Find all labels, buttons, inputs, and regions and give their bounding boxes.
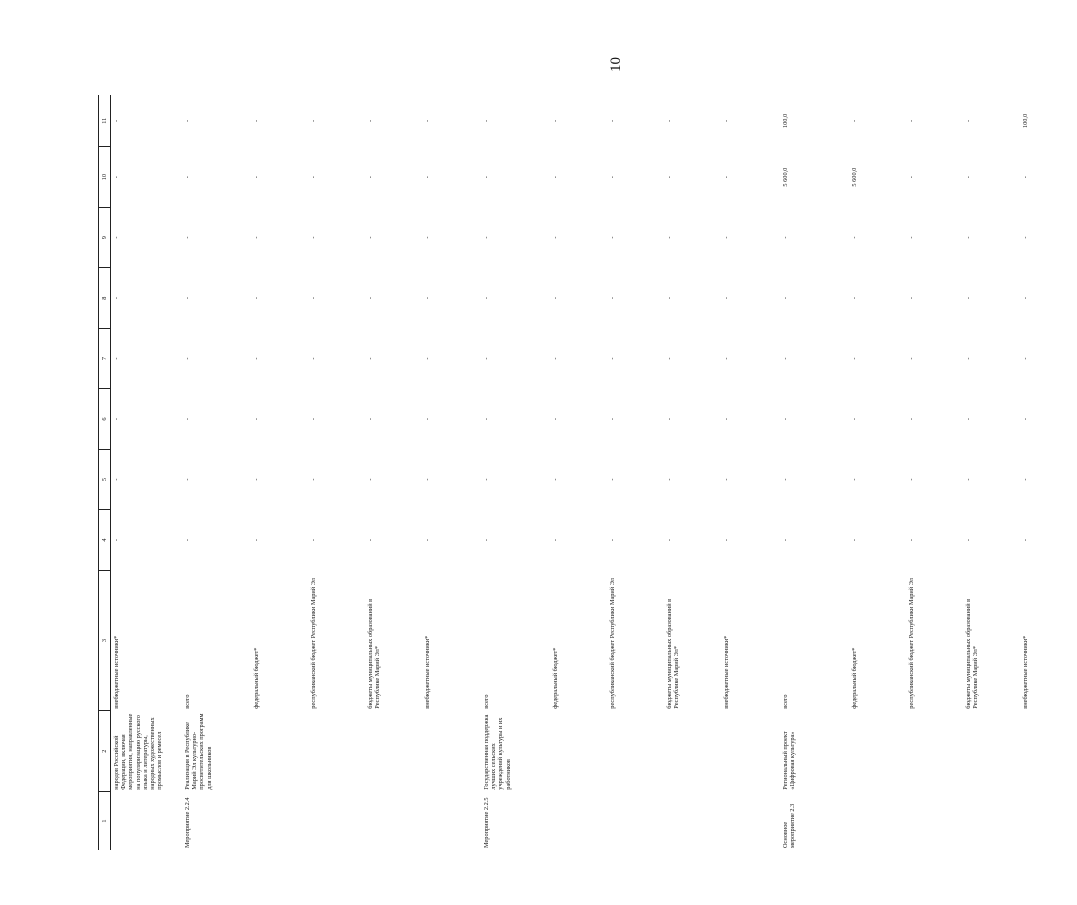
table-cell: - — [666, 418, 673, 421]
table-cell: Реализация в Республике Марий Эл культурно-просветительских программ для школьников — [184, 713, 213, 790]
table-cell: - — [851, 418, 858, 421]
table-cell: республиканский бюджет Республики Марий Эл — [310, 578, 317, 709]
table-cell: - — [184, 176, 191, 179]
column-header: 9 — [99, 207, 111, 267]
table-cell: - — [253, 236, 260, 239]
table-cell: - — [609, 297, 616, 300]
table-row — [550, 95, 607, 850]
table-row — [963, 95, 1020, 850]
table-cell: - — [965, 119, 972, 122]
table-cell: - — [782, 357, 789, 360]
table-cell: - — [609, 176, 616, 179]
table-cell: - — [609, 119, 616, 122]
table-cell — [365, 711, 422, 792]
table-cell: - — [253, 119, 260, 122]
table-cell — [906, 711, 963, 792]
table-cell: - — [113, 357, 120, 360]
table-cell: внебюджетные источники* — [1022, 635, 1029, 709]
table-cell: Мероприятие 2.2.5 — [483, 797, 490, 848]
table-cell: - — [552, 357, 559, 360]
table-cell: - — [908, 297, 915, 300]
table-row — [479, 95, 550, 850]
table-cell: - — [310, 538, 317, 542]
table-cell: - — [666, 119, 673, 122]
table-row — [849, 95, 906, 850]
table-cell: - — [483, 236, 490, 239]
table-cell: - — [424, 119, 431, 122]
table-cell: - — [723, 297, 730, 300]
table-cell: федеральный бюджет* — [552, 647, 559, 709]
table-cell: бюджеты муниципальных образований в Республике Марий Эл* — [965, 598, 980, 709]
table-cell — [721, 711, 778, 792]
table-cell: - — [483, 297, 490, 300]
table-cell: бюджеты муниципальных образований в Республике Марий Эл* — [367, 598, 382, 709]
table-row — [111, 95, 181, 850]
table-cell — [365, 792, 422, 850]
table-cell: - — [609, 357, 616, 360]
table-cell: - — [782, 538, 789, 542]
table-row — [308, 95, 365, 850]
table-cell: - — [253, 538, 260, 542]
table-cell — [607, 792, 664, 850]
table-cell: - — [666, 297, 673, 300]
table-cell: - — [908, 478, 915, 481]
column-header: 4 — [99, 510, 111, 570]
table-cell: - — [666, 357, 673, 360]
table-cell: - — [609, 538, 616, 542]
table-cell: - — [723, 357, 730, 360]
table-cell: - — [1022, 357, 1029, 360]
table-cell: Государственная поддержка лучших сельских учреждений культуры и их работников — [483, 714, 512, 790]
table-cell: - — [367, 357, 374, 360]
table-cell: - — [552, 176, 559, 179]
table-cell: - — [113, 119, 120, 122]
budget-table — [98, 95, 1077, 850]
column-header: 1 — [99, 792, 111, 850]
table-body — [111, 95, 1077, 850]
table-cell: - — [310, 236, 317, 239]
column-header: 8 — [99, 268, 111, 328]
table-cell — [963, 792, 1020, 850]
table-cell: - — [310, 357, 317, 360]
table-cell: - — [723, 538, 730, 542]
table-row — [365, 95, 422, 850]
table-cell: 100,0 — [1022, 113, 1029, 129]
table-row — [906, 95, 963, 850]
table-cell: - — [424, 478, 431, 481]
table-cell: - — [965, 357, 972, 360]
table-cell: - — [424, 538, 431, 542]
table-cell: - — [310, 478, 317, 481]
table-row — [1020, 95, 1077, 850]
column-header: 3 — [99, 570, 111, 710]
column-header: 6 — [99, 389, 111, 449]
table-cell: - — [1022, 538, 1029, 542]
table-cell: - — [184, 418, 191, 421]
table-cell — [1020, 792, 1077, 850]
table-cell: внебюджетные источники* — [723, 635, 730, 709]
rotated-page — [98, 95, 1029, 850]
table-cell: - — [609, 478, 616, 481]
table-cell: - — [908, 176, 915, 179]
table-cell: - — [1022, 297, 1029, 300]
table-cell — [849, 792, 906, 850]
table-cell: - — [113, 418, 120, 421]
table-cell — [721, 792, 778, 850]
table-cell: - — [483, 478, 490, 481]
table-cell — [550, 792, 607, 850]
table-cell — [906, 792, 963, 850]
table-cell: - — [965, 176, 972, 179]
table-cell: - — [908, 538, 915, 542]
table-cell: - — [367, 176, 374, 179]
table-cell: народов Российской Федерации, включая мероприятия, направленные на популяризацию русского языка и литературы, народных художественных промыслов и ремесел — [113, 713, 164, 790]
table-cell: - — [666, 236, 673, 239]
table-cell: 5 600,0 — [851, 167, 858, 187]
table-cell — [849, 711, 906, 792]
table-cell: - — [253, 297, 260, 300]
table-cell: - — [666, 478, 673, 481]
table-cell: - — [113, 236, 120, 239]
table-cell: - — [723, 478, 730, 481]
table-cell: - — [253, 478, 260, 481]
column-header: 11 — [99, 95, 111, 147]
table-cell: - — [310, 119, 317, 122]
table-cell: - — [310, 176, 317, 179]
table-cell: - — [483, 119, 490, 122]
table-cell: - — [552, 418, 559, 421]
table-cell: - — [310, 297, 317, 300]
table-cell: - — [367, 119, 374, 122]
table-cell: - — [113, 478, 120, 481]
table-cell: - — [908, 357, 915, 360]
table-cell: - — [782, 478, 789, 481]
table-row — [664, 95, 721, 850]
table-cell: - — [483, 538, 490, 542]
table-cell: - — [965, 297, 972, 300]
table-header — [99, 95, 111, 850]
table-cell: 5 600,0 — [782, 167, 789, 187]
table-cell: - — [782, 236, 789, 239]
table-cell: - — [666, 176, 673, 179]
table-cell: - — [609, 418, 616, 421]
table-cell: - — [483, 176, 490, 179]
table-cell: - — [367, 236, 374, 239]
table-cell — [963, 711, 1020, 792]
table-cell — [308, 711, 365, 792]
column-header: 7 — [99, 328, 111, 388]
table-cell: - — [782, 297, 789, 300]
table-cell: - — [851, 357, 858, 360]
column-header: 5 — [99, 449, 111, 509]
table-cell: - — [552, 119, 559, 122]
table-cell — [1020, 711, 1077, 792]
table-cell: - — [367, 418, 374, 421]
table-cell: - — [1022, 236, 1029, 239]
table-cell: - — [908, 418, 915, 421]
table-cell: 100,0 — [782, 113, 789, 129]
table-cell: внебюджетные источники* — [424, 635, 431, 709]
table-cell: - — [1022, 176, 1029, 179]
table-cell: бюджеты муниципальных образований в Республике Марий Эл* — [666, 598, 681, 709]
table-cell: - — [483, 418, 490, 421]
table-cell: - — [483, 357, 490, 360]
table-cell: - — [723, 418, 730, 421]
table-cell — [422, 711, 479, 792]
table-cell — [111, 792, 181, 850]
table-cell: - — [253, 176, 260, 179]
table-cell: федеральный бюджет* — [851, 647, 858, 709]
table-cell — [251, 792, 308, 850]
table-cell: - — [253, 357, 260, 360]
table-cell: - — [424, 236, 431, 239]
table-cell: - — [424, 357, 431, 360]
table-cell: - — [851, 236, 858, 239]
table-cell: республиканский бюджет Республики Марий Эл — [609, 578, 616, 709]
table-cell: - — [310, 418, 317, 421]
table-cell: - — [851, 297, 858, 300]
table-cell: - — [965, 538, 972, 542]
table-cell: - — [723, 236, 730, 239]
table-cell: всего — [483, 694, 490, 709]
table-cell — [607, 711, 664, 792]
table-row — [778, 95, 849, 850]
table-cell: - — [965, 236, 972, 239]
table-cell — [422, 792, 479, 850]
table-cell: Мероприятие 2.2.4 — [184, 797, 191, 848]
table-cell: - — [666, 538, 673, 542]
table-cell: - — [184, 236, 191, 239]
table-cell: - — [609, 236, 616, 239]
table-cell: - — [723, 119, 730, 122]
table-cell: - — [113, 176, 120, 179]
table-cell — [251, 711, 308, 792]
table-cell: - — [424, 418, 431, 421]
column-header: 10 — [99, 147, 111, 207]
table-cell: - — [1022, 478, 1029, 481]
table-cell: - — [113, 538, 120, 542]
table-cell: - — [552, 236, 559, 239]
table-cell: - — [367, 297, 374, 300]
table-cell — [308, 792, 365, 850]
table-cell: внебюджетные источники* — [113, 635, 120, 709]
table-cell — [550, 711, 607, 792]
table-cell: - — [908, 236, 915, 239]
table-cell: - — [113, 297, 120, 300]
table-cell: - — [851, 478, 858, 481]
table-cell: - — [184, 119, 191, 122]
table-row — [251, 95, 308, 850]
table-cell — [664, 711, 721, 792]
table-cell: - — [424, 297, 431, 300]
table-cell: - — [253, 418, 260, 421]
table-cell: - — [851, 119, 858, 122]
table-cell: - — [367, 478, 374, 481]
table-row — [721, 95, 778, 850]
table-cell: - — [552, 478, 559, 481]
page-number: 10 — [608, 57, 624, 72]
table-cell: всего — [184, 694, 191, 709]
table-cell: всего — [782, 694, 789, 709]
table-cell: - — [184, 297, 191, 300]
table-cell: - — [1022, 418, 1029, 421]
table-cell: Основное мероприятие 2.3 — [782, 803, 797, 848]
table-cell: - — [184, 478, 191, 481]
table-cell: республиканский бюджет Республики Марий Эл — [908, 578, 915, 709]
table-row — [422, 95, 479, 850]
table-cell: - — [851, 538, 858, 542]
table-cell: - — [552, 538, 559, 542]
table-cell: - — [184, 538, 191, 542]
table-cell: - — [965, 418, 972, 421]
table-cell: - — [424, 176, 431, 179]
table-row — [607, 95, 664, 850]
table-cell: - — [782, 418, 789, 421]
table-cell: - — [965, 478, 972, 481]
table-cell: - — [552, 297, 559, 300]
table-cell: - — [723, 176, 730, 179]
table-cell: - — [184, 357, 191, 360]
table-cell: федеральный бюджет* — [253, 647, 260, 709]
table-cell: Региональный проект «Цифровая культура» — [782, 731, 797, 790]
table-row — [180, 95, 251, 850]
table-cell — [664, 792, 721, 850]
column-header: 2 — [99, 711, 111, 792]
table-cell: - — [367, 538, 374, 542]
table-cell: - — [908, 119, 915, 122]
